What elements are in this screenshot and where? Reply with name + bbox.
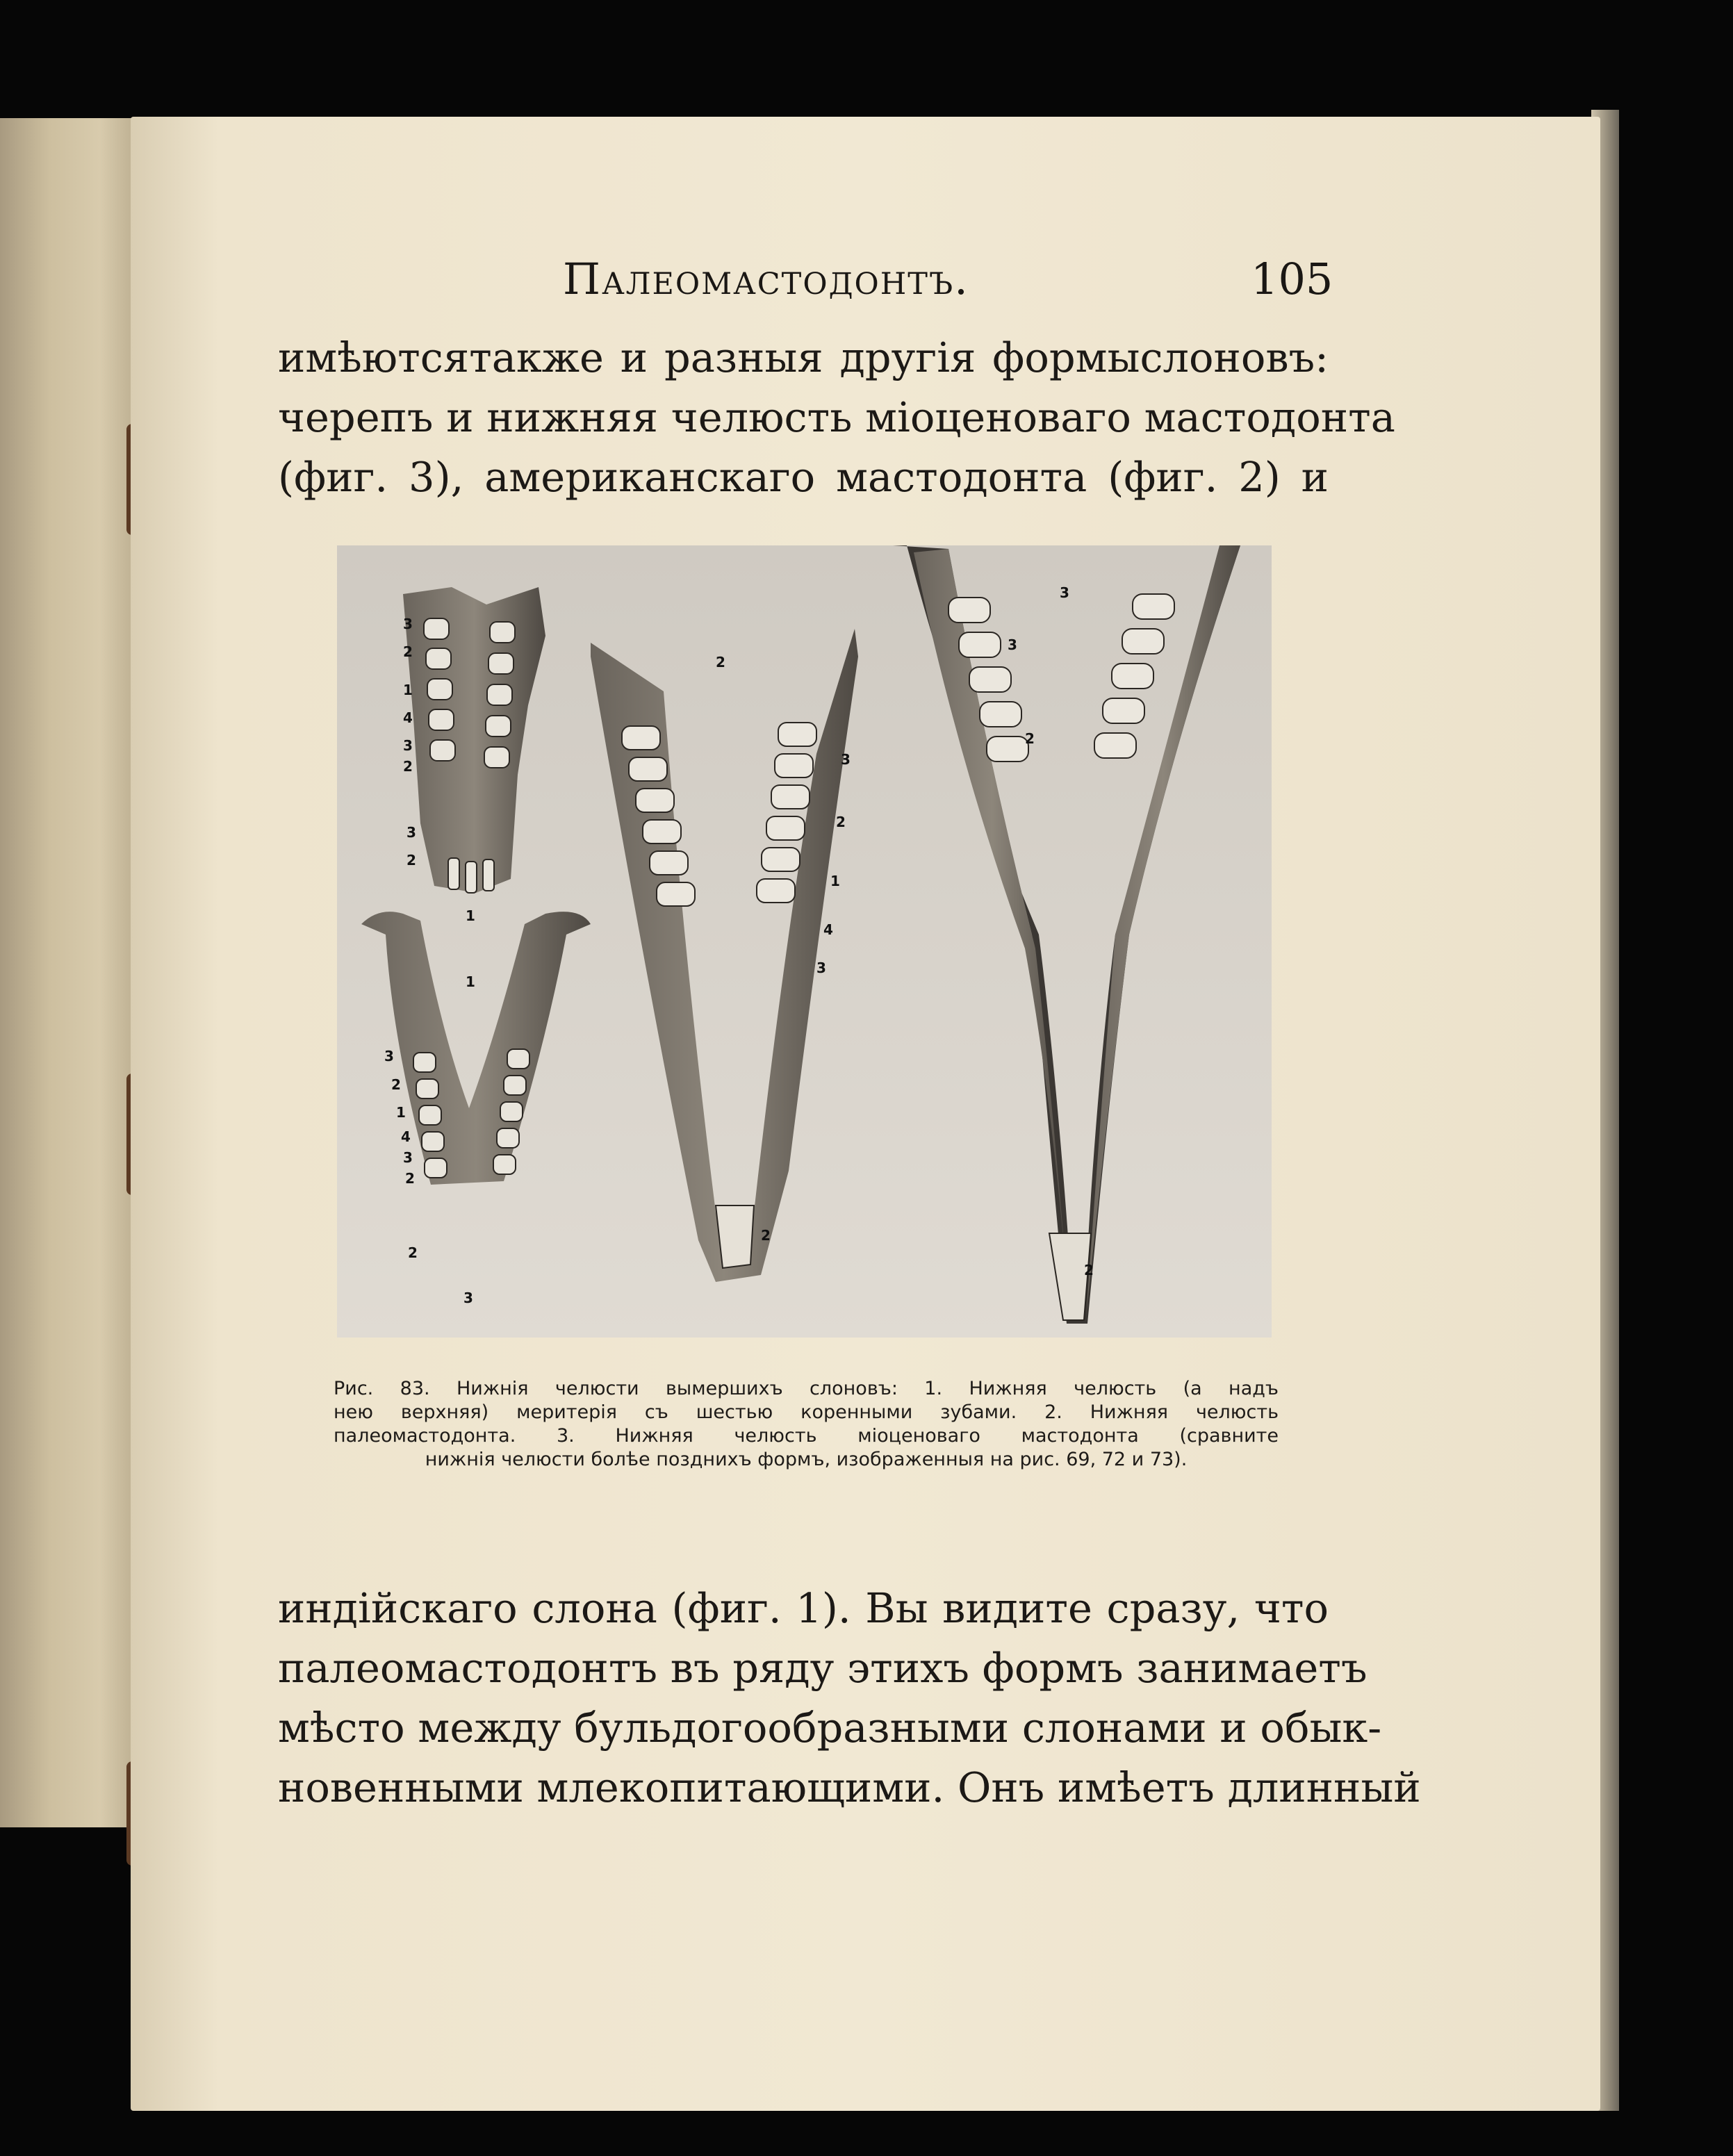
label: 2 xyxy=(403,643,413,660)
label: 3 xyxy=(1008,636,1017,653)
label: 2 xyxy=(716,654,725,670)
label: 2 xyxy=(403,758,413,775)
figure-caption xyxy=(334,1377,1279,1472)
running-header: Палеомастодонтъ. xyxy=(563,254,969,304)
label: 2 xyxy=(391,1076,401,1093)
label: 3 xyxy=(384,1048,394,1064)
left-page xyxy=(0,118,142,1827)
label: 4 xyxy=(403,709,413,726)
page-number: 105 xyxy=(1251,254,1333,304)
label: 1 xyxy=(396,1104,406,1121)
caption-line: Рис. 83. Нижнія челюсти вымершихъ слоновъ: 1. Нижняя челюсть (а надъ xyxy=(334,1378,1279,1399)
text-line: палеомастодонтъ въ ряду этихъ формъ занимаетъ xyxy=(278,1644,1367,1692)
label: 4 xyxy=(823,921,833,938)
label: 3 xyxy=(403,616,413,632)
label: 2 xyxy=(406,852,416,869)
label: 3 xyxy=(463,1290,473,1306)
label: 2 xyxy=(1025,730,1035,747)
label: 2 xyxy=(1084,1262,1094,1278)
text-line: (фиг. 3), американскаго мастодонта (фиг. 2) и xyxy=(278,453,1329,501)
label: 1 xyxy=(466,907,475,924)
text-line: имѣютсятакже и разныя другія формыслоновъ: xyxy=(278,334,1329,381)
caption-line: нею верхняя) меритерія съ шестью коренными зубами. 2. Нижняя челюсть xyxy=(334,1401,1279,1423)
label: 3 xyxy=(406,824,416,841)
label: 4 xyxy=(401,1128,411,1145)
label: 1 xyxy=(403,682,413,698)
jaw-illustration xyxy=(337,545,1272,1338)
label: 3 xyxy=(403,737,413,754)
label: 2 xyxy=(836,814,846,830)
label: 1 xyxy=(830,873,840,889)
label: 1 xyxy=(466,973,475,990)
label: 3 xyxy=(816,960,826,976)
label: 2 xyxy=(408,1244,418,1261)
caption-line: палеомастодонта. 3. Нижняя челюсть міоценоваго мастодонта (сравните xyxy=(334,1425,1279,1447)
figure-jaw-photos xyxy=(337,545,1272,1338)
label: 3 xyxy=(841,751,851,768)
label: 3 xyxy=(403,1149,413,1166)
label: 2 xyxy=(405,1170,415,1187)
text-line: новенными млекопитающими. Онъ имѣетъ длинный xyxy=(278,1763,1421,1811)
label: 3 xyxy=(1060,584,1069,601)
text-line: черепъ и нижняя челюсть міоценоваго мастодонта xyxy=(278,393,1395,441)
caption-line: нижнія челюсти болѣе позднихъ формъ, изображенныя на рис. 69, 72 и 73). xyxy=(425,1449,1188,1470)
label: 2 xyxy=(761,1227,771,1244)
body-text-bottom xyxy=(278,1579,1421,1818)
text-line: мѣсто между бульдогообразными слонами и обык- xyxy=(278,1704,1382,1752)
text-line: индійскаго слона (фиг. 1). Вы видите сразу, что xyxy=(278,1584,1329,1632)
body-text-top xyxy=(278,328,1395,507)
